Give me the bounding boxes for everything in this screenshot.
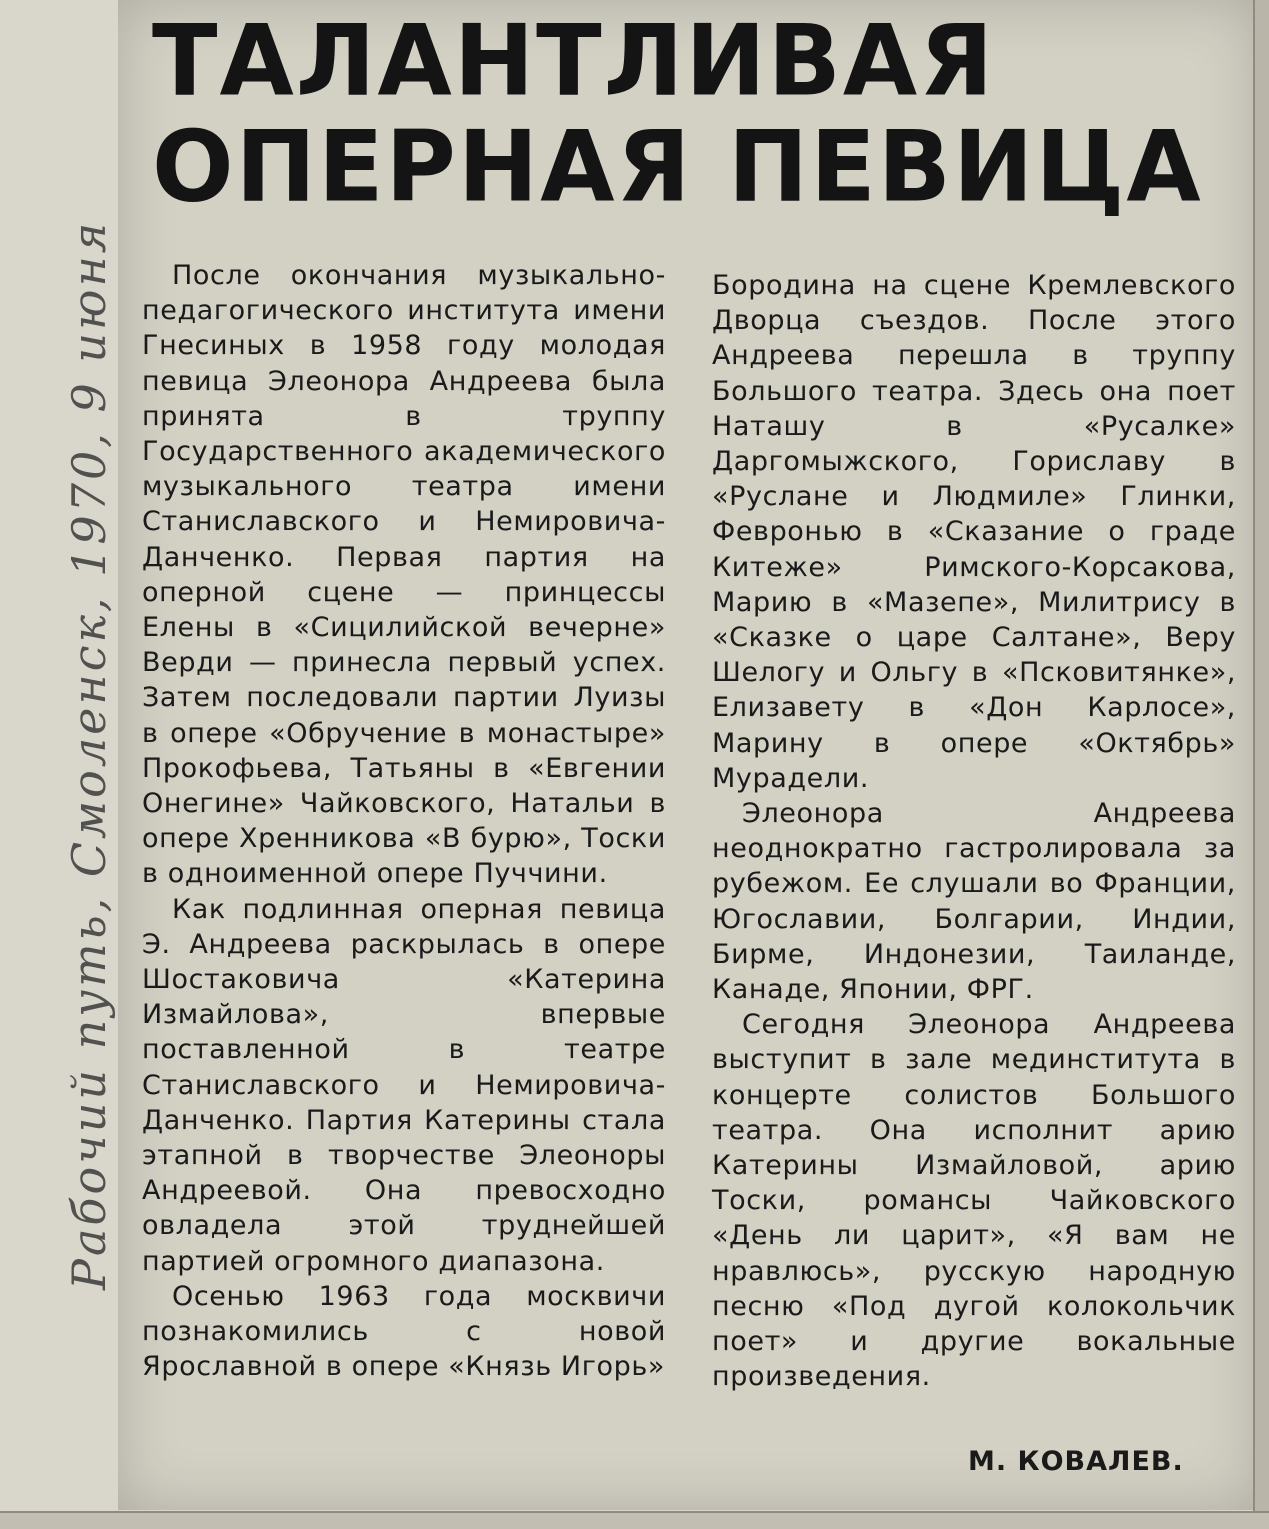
paper-edge-right xyxy=(1253,0,1269,1529)
author-signature: М. КОВАЛЕВ. xyxy=(968,1446,1184,1477)
handwritten-note-text: Рабочий путь, Смоленск, 1970, 9 июня xyxy=(62,219,116,1290)
article-column-right xyxy=(712,268,1236,1395)
article-headline xyxy=(152,3,1203,225)
paper-edge-bottom xyxy=(0,1511,1269,1529)
paragraph: Сегодня Элеонора Андреева выступит в зале мединститута в концерте солистов Большого театра. Она исполнит арию Катерины Измайловой, арию Тоски, романсы Чайковского «День ли царит», «Я вам не нравлюсь», русскую народную песню «Под дугой колокольчик поет» и другие вокальные произведения. xyxy=(712,1009,1236,1393)
paragraph: Осенью 1963 года москвичи познакомились с новой Ярославной в опере «Князь Игорь» xyxy=(142,1280,666,1383)
handwritten-margin-note xyxy=(0,0,120,1529)
paragraph: Как подлинная оперная певица Э. Андреева раскрылась в опере Шостаковича «Катерина Измайлова», впервые поставленной в театре Станиславского и Немировича-Данченко. Партия Катерины стала этапной в творчестве Элеоноры Андреевой. Она превосходно овладела этой труднейшей партией огромного диапазона. xyxy=(142,893,666,1277)
article-column-left xyxy=(142,258,666,1385)
headline-line-1: ТАЛАНТЛИВАЯ xyxy=(152,3,996,119)
paragraph: Бородина на сцене Кремлевского Дворца съездов. После этого Андреева перешла в труппу Большого театра. Здесь она поет Наташу в «Русалке» Даргомыжского, Гориславу в «Руслане и Людмиле» Глинки, Февронью в «Сказание о граде Китеже» Римского-Корсакова, Марию в «Мазепе», Милитрису в «Сказке о царе Салтане», Веру Шелогу и Ольгу в «Псковитянке», Елизавету в «Дон Карлосе», Марину в опере «Октябрь» Мурадели. xyxy=(712,270,1236,794)
paragraph: Элеонора Андреева неоднократно гастролировала за рубежом. Ее слушали во Франции, Югославии, Болгарии, Индии, Бирме, Индонезии, Таиланде, Канаде, Японии, ФРГ. xyxy=(712,798,1236,1006)
paragraph: После окончания музыкально-педагогического института имени Гнесиных в 1958 году молодая певица Элеонора Андреева была принята в труппу Государственного академического музыкального театра имени Станиславского и Немировича-Данченко. Первая партия на оперной сцене — принцессы Елены в «Сицилийской вечерне» Верди — принесла первый успех. Затем последовали партии Луизы в опере «Обручение в монастыре» Прокофьева, Татьяны в «Евгении Онегине» Чайковского, Натальи в опере Хренникова «В бурю», Тоски в одноименной опере Пуччини. xyxy=(142,260,666,890)
headline-line-2: ОПЕРНАЯ ПЕВИЦА xyxy=(152,109,1203,225)
